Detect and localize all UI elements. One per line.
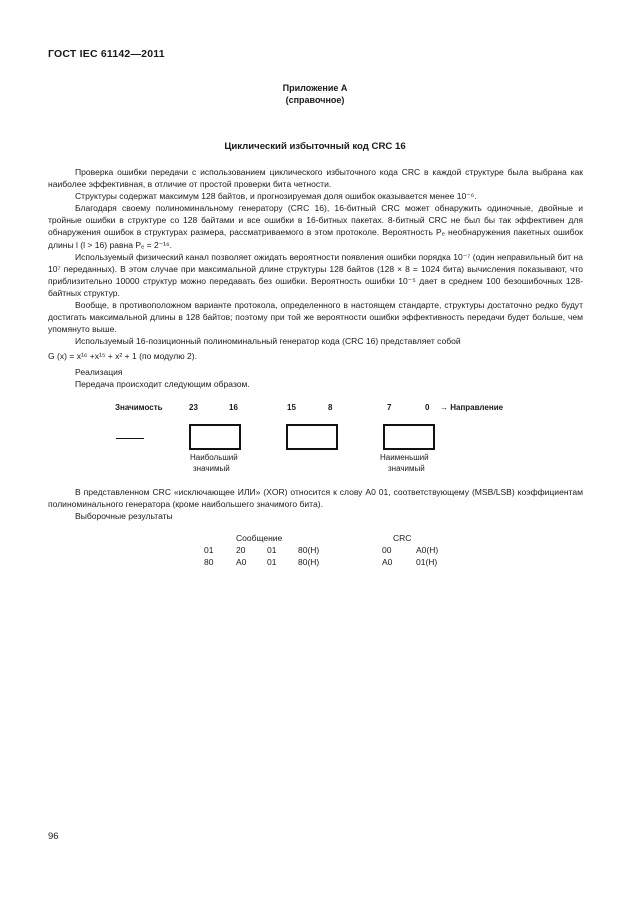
most-significant-label-2: значимый [193, 464, 230, 473]
least-significant-label-1: Наименьший [380, 453, 429, 462]
table-cell: 80 [204, 557, 214, 567]
section-title: Циклический избыточный код CRC 16 [224, 141, 406, 152]
byte-box-high [189, 424, 241, 450]
table-cell: 20 [236, 545, 246, 555]
byte-box-low [383, 424, 435, 450]
significance-label: Значимость [115, 403, 163, 412]
table-cell: 80(H) [298, 545, 320, 555]
table-cell: A0 [382, 557, 393, 567]
table-cell: A0(H) [416, 545, 439, 555]
polynomial-formula: G (x) = x¹⁶ +x¹⁵ + x² + 1 (по модулю 2). [48, 351, 197, 362]
bit-8-label: 8 [328, 403, 333, 412]
crc-header: CRC [393, 533, 412, 543]
paragraph: Используемый физический канал позволяет ожидать вероятности появления ошибки порядка 10⁻⁷ (один неправильный бит на 10⁷ переданных). В этом случае при максимальной длине структуры 128 байтов (128 × 8 = 1024 бита) вычисления показывают, что приблизительно 10000 структур можно передавать без ошибки. Вероятность ошибки 10⁻⁵ дает в среднем 100 безошибочных 128-байтных структур. [48, 251, 583, 298]
table-cell: 00 [382, 545, 392, 555]
table-cell: 01 [267, 557, 277, 567]
most-significant-label-1: Наибольший [190, 453, 238, 462]
annex-label: Приложение А [282, 83, 348, 93]
table-cell: 01 [204, 545, 214, 555]
realization-label: Реализация [75, 366, 123, 377]
byte-box-middle [286, 424, 338, 450]
page-number: 96 [48, 831, 59, 842]
table-cell: 01(H) [416, 557, 438, 567]
paragraph: Проверка ошибки передачи с использованием циклического избыточного кода CRC в каждой структуре была выбрана как наиболее эффективная, в отличие от простой проверки бита четности. [48, 167, 583, 190]
annex-type: (справочное) [285, 95, 345, 105]
paragraph: В представленном CRC «исключающее ИЛИ» (XOR) относится к слову A0 01, соответствующему (MSB/LSB) коэффициентам полиноминального генератора (кроме наибольшего значимого бита). [48, 487, 583, 510]
realization-text: Передача происходит следующим образом. [75, 378, 250, 389]
paragraph: Используемый 16-позиционный полиноминальный генератор кода (CRC 16) представляет собой [75, 336, 461, 347]
body-text-2 [48, 486, 583, 522]
message-header: Сообщение [236, 533, 283, 543]
paragraph: Выборочные результаты [75, 511, 173, 522]
bit-16-label: 16 [229, 403, 238, 412]
paragraph: Структуры содержат максимум 128 байтов, и прогнозируемая доля ошибок оказывается менее 10⁻⁶. [75, 191, 477, 202]
paragraph: Благодаря своему полиноминальному генератору (CRC 16), 16-битный CRC может обнаружить одиночные, двойные и тройные ошибки в структуре со 128 байтами и все ошибки в 16-битных пакетах. 8-битный CRC не был бы так эффективен для обнаружения ошибок в структурах размера, рассматриваемого в этом протоколе. Вероятность Pₑ необнаружения пакетных ошибок длины l (l > 16) равна Pₑ = 2⁻¹⁶. [48, 203, 583, 250]
least-significant-label-2: значимый [388, 464, 425, 473]
direction-line [116, 438, 144, 439]
bit-23-label: 23 [189, 403, 198, 412]
paragraph: Вообще, в противоположном варианте протокола, определенного в настоящем стандарте, структуры достаточно редко будут достигать максимальной длины в 128 байтов; поэтому при той же вероятности ошибки эффективность передачи будет больше, чем упомянуто выше. [48, 300, 583, 335]
table-cell: 80(H) [298, 557, 320, 567]
direction-label: → Направление [440, 403, 504, 412]
table-cell: A0 [236, 557, 247, 567]
document-header: ГОСТ IEC 61142—2011 [48, 48, 165, 60]
table-cell: 01 [267, 545, 277, 555]
bit-7-label: 7 [387, 403, 392, 412]
bit-15-label: 15 [287, 403, 296, 412]
bit-0-label: 0 [425, 403, 430, 412]
body-text [48, 166, 583, 390]
